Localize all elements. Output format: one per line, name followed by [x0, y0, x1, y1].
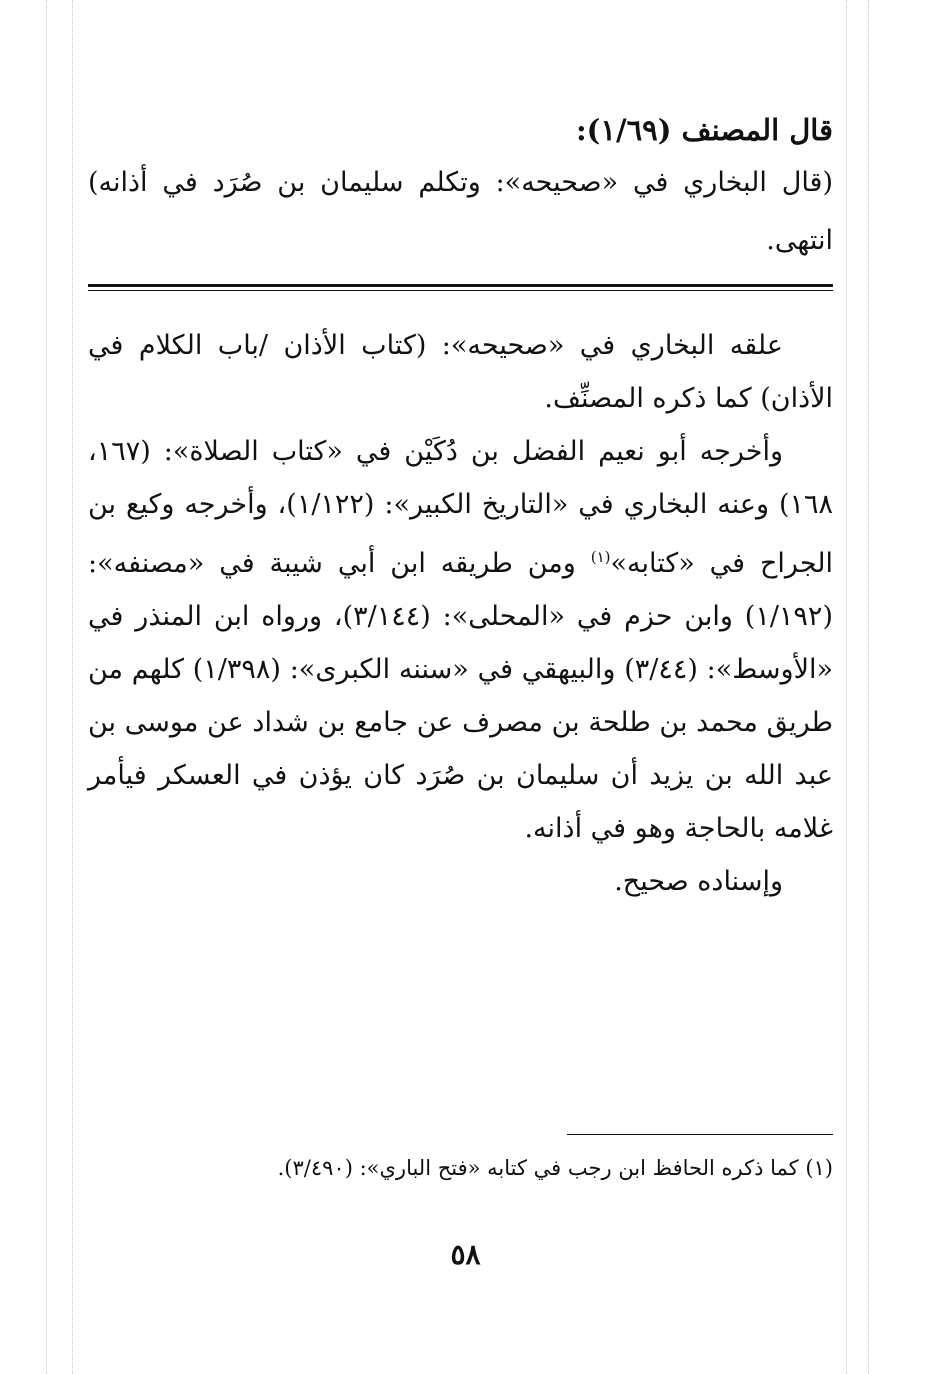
paragraph: وإسناده صحيح. — [614, 866, 783, 897]
scan-guide-line — [46, 0, 47, 1374]
paragraph — [88, 425, 833, 855]
scan-guide-line — [846, 0, 847, 1374]
page-number: ٥٨ — [450, 1238, 481, 1271]
scan-guide-line — [868, 0, 869, 1374]
paragraph-text: وأخرجه أبو نعيم الفضل بن دُكَيْن في «كتاب الصلاة»: (١٦٧، ١٦٨) وعنه البخاري في «التاريخ الكبير»: (١/١٢٢)، وأخرجه وكيع بن الجراح في «كتابه» — [88, 436, 833, 579]
footnote-separator — [567, 1134, 833, 1135]
paragraph-text: ومن طريقه ابن أبي شيبة في «مصنفه»: (١/١٩٢) وابن حزم في «المحلى»: (٣/١٤٤)، ورواه ابن المنذر في «الأوسط»: (٣/٤٤) والبيهقي في «سننه الكبرى»: (١/٣٩٨) كلهم من طريق محمد بن طلحة بن مصرف عن جامع بن شداد عن موسى بن عبد الله بن يزيد أن سليمان بن صُرَد كان يؤذن في العسكر فيأمر غلامه بالحاجة وهو في أذانه. — [88, 548, 833, 844]
double-rule — [88, 284, 833, 287]
scan-guide-line — [72, 0, 73, 1374]
quoted-text: (قال البخاري في «صحيحه»: وتكلم سليمان بن صُرَد في أذانه) انتهى. — [88, 167, 833, 256]
page-content — [88, 110, 833, 908]
footnote-marker[interactable]: (١) — [590, 548, 611, 566]
section-heading: قال المصنف (١/٦٩): — [575, 113, 833, 147]
footnote: (١) كما ذكره الحافظ ابن رجب في كتابه «فتح الباري»: (٣/٤٩٠). — [277, 1156, 833, 1180]
commentary — [88, 319, 833, 908]
paragraph: علقه البخاري في «صحيحه»: (كتاب الأذان /باب الكلام في الأذان) كما ذكره المصنِّف. — [88, 330, 833, 414]
double-rule-thin — [88, 290, 833, 291]
